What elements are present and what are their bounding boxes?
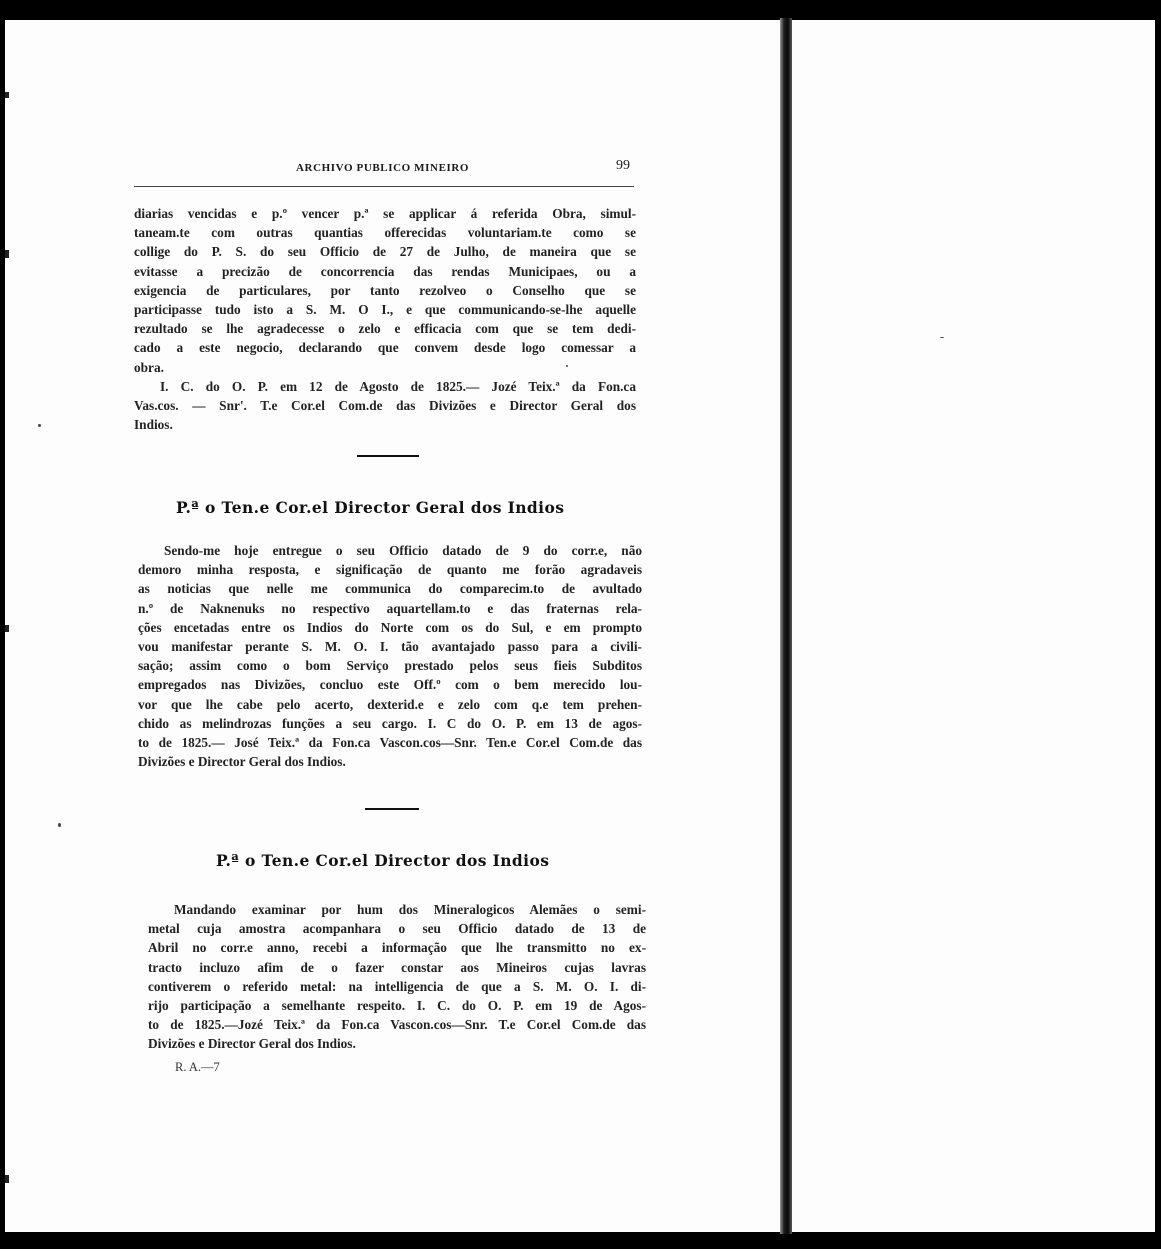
scan-artifact: [5, 250, 9, 258]
text-line: Mandando examinar por hum dos Mineralogicos Alemães o semi-: [174, 902, 646, 917]
text-line: obra.: [134, 359, 164, 375]
page-number: 99: [616, 158, 630, 173]
text-line: tracto incluzo afim de o fazer constar aos Mineiros cujas lavras: [148, 959, 646, 975]
letter-body: [148, 900, 646, 1054]
closing-line: I. C. do O. P. em 12 de Agosto de 1825.— Jozé Teix.ª da Fon.ca: [160, 378, 636, 394]
text-line: as noticias que nelle me communica do comparecim.to de avultado: [138, 581, 642, 597]
text-line: demoro minha resposta, e significação de quanto me forão agradaveis: [138, 562, 642, 578]
section-separator: [365, 808, 419, 810]
text-line: cado a este negocio, declarando que convem desde logo comessar a: [134, 340, 636, 356]
continued-letter-body: [134, 204, 636, 434]
closing-line: Indios.: [134, 417, 173, 433]
scan-artifact: [5, 92, 9, 98]
section-heading: P.ª o Ten.e Cor.el Director dos Indios: [216, 851, 550, 870]
book-gutter: [780, 18, 792, 1234]
scan-speck: [940, 337, 944, 338]
text-line: evitasse a precizão de concorrencia das rendas Municipaes, ou a: [134, 263, 636, 279]
text-line: contiverem o referido metal: na intelligencia de que a S. M. O. I. di-: [148, 978, 646, 994]
text-line: empregados nas Divizões, concluo este Off.º com o bem merecido lou-: [138, 677, 642, 693]
text-line: rezultado se lhe agradecesse o zelo e efficacia com que se tem dedi-: [134, 321, 636, 337]
signature-mark: R. A.—7: [175, 1060, 220, 1074]
text-line: Divizões e Director Geral dos Indios.: [138, 754, 346, 770]
text-line: ções encetadas entre os Indios do Norte com os do Sul, e em prompto: [138, 619, 642, 635]
text-line: vor que lhe cabe pelo acerto, dexterid.e e zelo com q.e tem prehen-: [138, 696, 642, 712]
text-line: n.º de Naknenuks no respectivo aquartellam.to e das fraternas rela-: [138, 600, 642, 616]
text-line: chido as melindrozas funções a seu cargo. I. C do O. P. em 13 de agos-: [138, 715, 642, 731]
scan-artifact: [5, 625, 9, 632]
scan-border-right: [1155, 0, 1161, 1249]
text-line: vou manifestar perante S. M. O. I. tão avantajado passo para a civili-: [138, 639, 642, 655]
header-title: ARCHIVO PUBLICO MINEIRO: [296, 162, 470, 174]
text-line: sação; assim como o bom Serviço prestado pelos seus fieis Subditos: [138, 658, 642, 674]
text-line: taneam.te com outras quantias offerecidas voluntariam.te como se: [134, 225, 636, 241]
scan-border-top: [0, 0, 1161, 20]
text-line: Abril no corr.e anno, recebi a informação que lhe transmitto no ex-: [148, 940, 646, 956]
letter-body: [138, 541, 642, 771]
text-line: exigencia de particulares, por tanto rezolveo o Conselho que se: [134, 282, 636, 298]
scan-speck: [38, 424, 41, 427]
text-line: collige do P. S. do seu Officio de 27 de Julho, de maneira que se: [134, 244, 636, 260]
text-line: rijo participação a semelhante respeito. I. C. do O. P. em 19 de Agos-: [148, 998, 646, 1014]
scan-speck: [58, 823, 61, 827]
text-line: Divizões e Director Geral dos Indios.: [148, 1036, 356, 1052]
text-line: to de 1825.— José Teix.ª da Fon.ca Vascon.cos—Snr. Ten.e Cor.el Com.de das: [138, 735, 642, 751]
running-header: [134, 158, 634, 188]
text-line: to de 1825.—Jozé Teix.ª da Fon.ca Vascon.cos—Snr. T.e Cor.el Com.de das: [148, 1017, 646, 1033]
closing-line: Vas.cos. — Snr'. T.e Cor.el Com.de das Divizões e Director Geral dos: [134, 398, 636, 414]
section-heading: P.ª o Ten.e Cor.el Director Geral dos Indios: [176, 498, 565, 517]
text-line: Sendo-me hoje entregue o seu Officio datado de 9 do corr.e, não: [164, 543, 642, 558]
text-line: metal cuja amostra acompanhara o seu Officio datado de 13 de: [148, 921, 646, 937]
scan-artifact: [5, 1175, 9, 1183]
section-separator: [357, 455, 419, 457]
text-line: participasse tudo isto a S. M. O I., e que communicando-se-lhe aquelle: [134, 302, 636, 318]
text-line: diarias vencidas e p.º vencer p.ª se applicar á referida Obra, simul-: [134, 206, 636, 221]
header-rule: [134, 186, 634, 187]
scan-border-bottom: [0, 1232, 1161, 1249]
